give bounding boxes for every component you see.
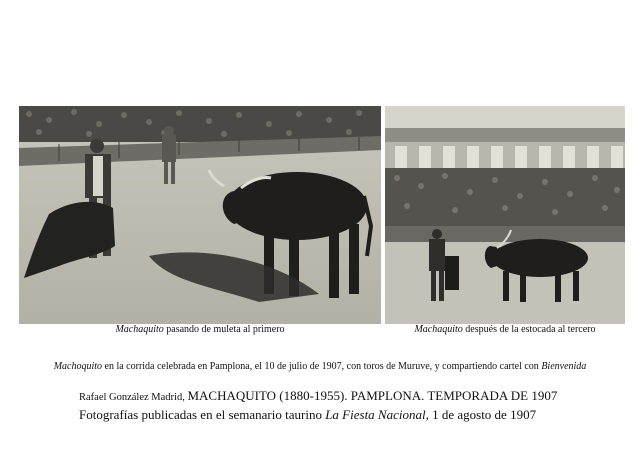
- credit-line-1: [79, 387, 557, 406]
- credit-publication: La Fiesta Nacional: [325, 407, 426, 422]
- caption-left-text: pasando de muleta al primero: [163, 324, 285, 335]
- photo-caption-right: [385, 324, 625, 335]
- main-caption-partner: Bienvenida: [541, 361, 587, 372]
- credit-author: Rafael González Madrid,: [79, 392, 188, 403]
- caption-right-name: Machaquito: [414, 324, 463, 335]
- photo-caption-left: [19, 324, 381, 335]
- caption-right-text: después de la estocada al tercero: [462, 324, 596, 335]
- caption-left-name: Machaquito: [115, 324, 164, 335]
- main-caption-name: Machoquito: [53, 361, 103, 372]
- photo-bullfight-muleta-pass: [19, 106, 381, 324]
- main-caption-text: en la corrida celebrada en Pamplona, el 10 de julio de 1907, con toros de Muruve, y compartiendo cartel con: [102, 361, 542, 372]
- credit-block: [79, 387, 557, 423]
- credit-suffix: , 1 de agosto de 1907: [425, 407, 537, 422]
- credit-line-2: [79, 406, 557, 423]
- credit-title: MACHAQUITO (1880-1955). PAMPLONA. TEMPORADA DE 1907: [187, 388, 558, 403]
- photo-bullfight-after-estocada: [385, 106, 625, 324]
- credit-prefix: Fotografías publicadas en el semanario taurino: [79, 407, 326, 422]
- main-caption: [0, 361, 640, 372]
